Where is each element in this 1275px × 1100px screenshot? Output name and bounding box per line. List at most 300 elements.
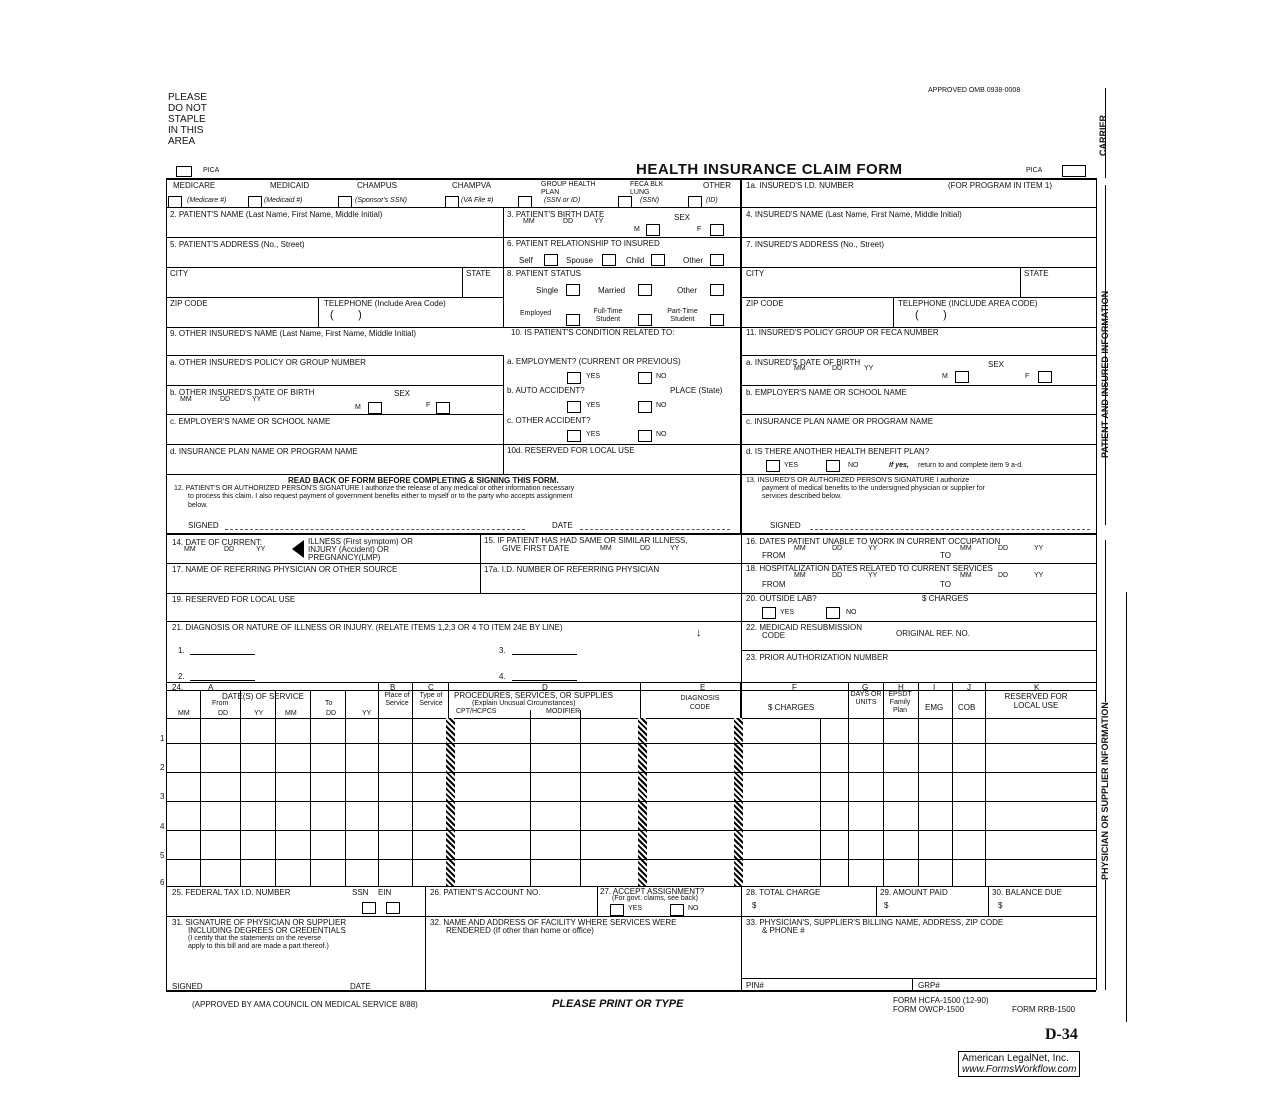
insured-sex-label: SEX [988,360,1005,369]
date-label-12: DATE [552,521,573,530]
row-num-5: 5 [160,851,165,860]
diag-2-line [190,680,255,681]
signed-label-31: SIGNED [172,982,203,991]
publisher-box [958,1051,1080,1077]
insured-city-label: CITY [746,269,765,278]
fulltime-checkbox[interactable] [638,314,652,326]
insurance-plan-label: d. INSURANCE PLAN NAME OR PROGRAM NAME [170,447,358,456]
diag-4-line [512,680,577,681]
line-267-left [166,267,503,268]
bv-988 [988,886,989,916]
omb-number: APPROVED OMB 0938-0008 [928,87,1021,94]
status-married: Married [598,286,626,295]
read-back-heading: READ BACK OF FORM BEFORE COMPLETING & SIGNING THIS FORM. [288,476,559,485]
other-dob-dd: DD [220,396,231,403]
hosp-from-dd: DD [832,572,843,579]
from-hdr: From [212,700,229,707]
medicaid-resub-code: CODE [762,631,786,640]
prior-auth-label: 23. PRIOR AUTHORIZATION NUMBER [746,653,889,662]
box1-options [173,181,215,190]
phone-label: & PHONE # [762,926,805,935]
date-current-yy: YY [256,546,266,553]
line-621 [166,621,1096,622]
relationship-label: 6. PATIENT RELATIONSHIP TO INSURED [507,239,660,248]
ifyes-label: If yes, [889,462,909,469]
hosp-from-mm: MM [794,572,806,579]
rel-child: Child [626,256,645,265]
publisher-website[interactable]: www.FormsWorkflow.com [962,1064,1077,1075]
line-690 [166,690,1096,691]
another-plan-label: d. IS THERE ANOTHER HEALTH BENEFIT PLAN? [746,447,930,456]
status-other-checkbox[interactable] [710,284,724,296]
another-plan-yes-checkbox[interactable] [766,460,780,472]
auto-no: NO [656,402,667,409]
col-f: F [792,683,797,692]
tv-918 [918,682,919,886]
reserved-local-10d: 10d. RESERVED FOR LOCAL USE [507,446,635,455]
tv-412 [412,682,413,886]
row-num-4: 4 [160,822,165,831]
line-414-right [741,414,1096,415]
signed-label-13: SIGNED [770,521,801,530]
certify-line2: apply to this bill and are made a part thereof.) [188,943,329,950]
federal-tax-label: 25. FEDERAL TAX I.D. NUMBER [172,888,291,897]
outside-lab-yes: YES [780,609,795,616]
unable-from-dd: DD [832,545,843,552]
auto-yes-checkbox[interactable] [567,401,581,413]
col-h: H [898,683,904,692]
other-accident-no-checkbox[interactable] [638,430,652,442]
unable-from-yy: YY [868,545,878,552]
other-policy-label: a. OTHER INSURED'S POLICY OR GROUP NUMBER [170,358,366,367]
auto-accident-label: b. AUTO ACCIDENT? [507,386,585,395]
sex-m: M [634,226,640,233]
insured-telephone-label: TELEPHONE (INCLUDE AREA CODE) [898,299,1038,308]
outside-lab-no-checkbox[interactable] [826,607,840,619]
for-program-label: (FOR PROGRAM IN ITEM 1) [948,181,1052,190]
hosp-to-mm: MM [960,572,972,579]
dates-service-hdr: DATE(S) OF SERVICE [222,692,304,701]
staple-line: PLEASE [168,92,207,103]
another-plan-no-checkbox[interactable] [826,460,840,472]
status-parttime: Part-Time Student [667,308,698,323]
signed-label-12: SIGNED [188,521,219,530]
line-444 [166,444,1096,445]
bv-597 [597,886,598,916]
rel-child-checkbox[interactable] [651,254,665,266]
physician-signature-label: 31. SIGNATURE OF PHYSICIAN OR SUPPLIER [172,918,347,927]
hospitalization-label: 18. HOSPITALIZATION DATES RELATED TO CURRENT SERVICES [746,564,993,573]
frame-top [166,178,1096,180]
rel-spouse-checkbox[interactable] [602,254,616,266]
authorization-line1: 12. PATIENT'S OR AUTHORIZED PERSON'S SIGNATURE I authorize the release of any medical or other information necessary [174,485,575,492]
champus-sub: (Sponsor's SSN) [355,197,407,204]
group-sub: (SSN or ID) [544,197,581,204]
unable-work-label: 16. DATES PATIENT UNABLE TO WORK IN CURRENT OCCUPATION [746,537,1001,546]
charges-hdr: $ CHARGES [768,703,815,712]
right-margin-line [1126,592,1127,1022]
ein-checkbox[interactable] [386,902,400,914]
insured-sex-m: M [942,373,948,380]
staple-line: IN THIS [168,125,204,136]
other-insured-name-label: 9. OTHER INSURED'S NAME (Last Name, First Name, Middle Initial) [170,329,417,338]
modifier-hdr: MODIFIER [546,708,581,715]
tv-378 [378,682,379,886]
patient-address-label: 5. PATIENT'S ADDRESS (No., Street) [170,240,305,249]
hdr-mm1: MM [178,710,190,717]
birth-date-label: 3. PATIENT'S BIRTH DATE [507,210,605,219]
other-sex-m: M [355,404,361,411]
col-e: E [700,683,706,692]
rendered-label: RENDERED (If other than home or office) [446,926,594,935]
insured-dob-label: a. INSURED'S DATE OF BIRTH [746,358,861,367]
sex-label: SEX [674,213,691,222]
v-480-b [480,563,481,593]
married-checkbox[interactable] [638,284,652,296]
line-533 [166,533,1096,535]
status-single: Single [536,286,559,295]
row-num-3: 3 [160,792,165,801]
outside-lab-no: NO [846,609,857,616]
status-other: Other [677,286,698,295]
rel-other: Other [683,256,704,265]
medicaid-resub-label: 22. MEDICAID RESUBMISSION [746,623,863,632]
staple-line: AREA [168,136,196,147]
form-code: D-34 [1045,1026,1078,1043]
rel-other-checkbox[interactable] [710,254,724,266]
v-318 [318,297,319,327]
employment-no-checkbox[interactable] [638,372,652,384]
other-label: OTHER [703,181,731,190]
col-i: I [933,683,936,692]
champva-label: CHAMPVA [452,181,491,190]
row-line-5 [166,859,1096,860]
employment-yes-checkbox[interactable] [567,372,581,384]
emg-hdr: EMG [925,703,944,712]
line-207 [166,207,1096,208]
accept-no: NO [688,905,699,912]
ifyes-rest: return to and complete item 9 a-d. [918,462,1024,469]
medicare-sub: (Medicare #) [187,197,227,204]
signed-line-13 [810,529,1090,530]
frame-bottom [166,990,1096,992]
line-297-left [166,297,503,298]
signed-line-12 [225,529,525,530]
row-line-4 [166,830,1096,831]
tv-848 [848,682,849,886]
other-accident-yes: YES [586,431,601,438]
insured-sex-f-checkbox[interactable] [1038,371,1052,383]
insured-dob-yy: YY [864,365,874,372]
referring-id-label: 17a. I.D. NUMBER OF REFERRING PHYSICIAN [484,565,660,574]
diag-1: 1. [178,646,185,655]
date-current-mm: MM [184,546,196,553]
govt-claims-label: (For govt. claims, see back) [612,895,698,902]
outside-lab-yes-checkbox[interactable] [762,607,776,619]
insured-telephone-paren: ( ) [915,309,947,321]
procedures-hdr: PROCEDURES, SERVICES, OR SUPPLIES [454,691,614,700]
triangle-pointer-icon [292,540,304,558]
other-accident-yes-checkbox[interactable] [567,430,581,442]
bv-425 [425,886,426,916]
authorization-line3: below. [188,502,208,509]
v-462 [462,267,463,297]
place-state-label: PLACE (State) [670,386,723,395]
place-service-hdr: Place of Service [384,692,410,707]
bv-876 [876,886,877,916]
auto-no-checkbox[interactable] [638,401,652,413]
employed-checkbox[interactable] [566,314,580,326]
patient-info-label: PATIENT AND INSURED INFORMATION [1100,290,1110,458]
staple-line: STAPLE [168,114,206,125]
insured-employer-label: b. EMPLOYER'S NAME OR SCHOOL NAME [746,388,907,397]
publisher-name: American LegalNet, Inc. [962,1053,1069,1064]
amount-paid-label: 29. AMOUNT PAID [880,888,948,897]
line-474 [166,474,1096,475]
pica-label-left: PICA [203,167,220,174]
rel-self: Self [519,256,533,265]
line-650 [741,650,1096,651]
row-num-1: 1 [160,734,165,743]
col-b: B [390,683,396,692]
insured-name-label: 4. INSURED'S NAME (Last Name, First Name, Middle Initial) [746,210,962,219]
unable-to-mm: MM [960,545,972,552]
tv-310 [310,690,311,886]
insured-auth-line3: services described below. [762,493,842,500]
champva-sub: (VA File #) [461,197,494,204]
bv-912 [912,978,913,990]
unable-to-dd: DD [998,545,1009,552]
other-dob-label: b. OTHER INSURED'S DATE OF BIRTH [170,388,315,397]
birth-dd: DD [563,218,574,225]
tv-345 [345,690,346,886]
col-a: A [208,683,214,692]
insured-zip-label: ZIP CODE [746,299,784,308]
insured-id-label: 1a. INSURED'S I.D. NUMBER [746,181,854,190]
medicare-label: MEDICARE [173,181,216,190]
birth-mm: MM [523,218,535,225]
parttime-checkbox[interactable] [710,314,724,326]
row-num-2: 2 [160,763,165,772]
employer-name-label: c. EMPLOYER'S NAME OR SCHOOL NAME [170,417,331,426]
days-units-hdr: DAYS OR UNITS [850,691,882,706]
line-916 [166,916,1096,917]
staple-note [168,92,207,147]
row-num-6: 6 [160,878,165,887]
line-355-right [741,355,1096,356]
accept-yes: YES [628,905,643,912]
employment-yes: YES [586,373,601,380]
hosp-from-label: FROM [762,580,786,589]
billing-name-label: 33. PHYSICIAN'S, SUPPLIER'S BILLING NAME, ADDRESS, ZIP CODE [746,918,1004,927]
line-237 [166,237,1096,238]
ama-approval: (APPROVED BY AMA COUNCIL ON MEDICAL SERVICE 8/88) [192,1000,418,1009]
other-sex-f-checkbox[interactable] [436,402,450,414]
first-date-label: GIVE FIRST DATE [502,544,570,553]
form-rrb: FORM RRB-1500 [1012,1005,1076,1014]
original-ref-label: ORIGINAL REF. NO. [896,629,970,638]
insured-dob-dd: DD [832,365,843,372]
condition-related-label: 10. IS PATIENT'S CONDITION RELATED TO: [511,328,675,337]
cob-hdr: COB [958,703,976,712]
total-charge-label: 28. TOTAL CHARGE [746,888,821,897]
hdr-yy1: YY [254,710,264,717]
line-978-right [741,978,1096,979]
tv-240 [240,690,241,886]
accept-no-checkbox[interactable] [670,904,684,916]
form-owcp: FORM OWCP-1500 [893,1005,965,1014]
v-503-b [503,355,504,475]
frame-left [166,178,167,990]
v-1020 [1020,267,1021,297]
diagnosis-label: 21. DIAGNOSIS OR NATURE OF ILLNESS OR INJURY. (RELATE ITEMS 1,2,3 OR 4 TO ITEM 24E BY LINE) [172,623,563,632]
tv-200 [200,690,201,886]
insured-state-label: STATE [1024,269,1049,278]
balance-due-label: 30. BALANCE DUE [992,888,1062,897]
pica-checkbox-right[interactable] [1062,165,1086,177]
sex-f: F [697,226,702,233]
procedures-sub-hdr: (Explain Unusual Circumstances) [472,700,576,707]
status-fulltime: Full-Time Student [593,308,623,323]
ssn-label: SSN [352,888,369,897]
other-dob-yy: YY [252,396,262,403]
v-480 [480,533,481,563]
line-682 [166,682,1096,683]
similar-illness-label: 15. IF PATIENT HAS HAD SAME OR SIMILAR ILLNESS, [484,536,688,545]
unable-to-label: TO [940,551,951,560]
date-label-31: DATE [350,982,371,991]
other-sex-f: F [426,402,431,409]
sex-m-checkbox[interactable] [646,224,660,236]
staple-line: DO NOT [168,103,207,114]
feca-label: FECA BLK LUNG [630,181,664,196]
certify-line1: (I certify that the statements on the reverse [188,935,322,942]
city-label: CITY [170,269,189,278]
insured-dob-mm: MM [794,365,806,372]
sex-f-checkbox[interactable] [710,224,724,236]
line-718 [166,718,1096,719]
telephone-label: TELEPHONE (Include Area Code) [324,299,446,308]
form-title: HEALTH INSURANCE CLAIM FORM [636,161,903,178]
hosp-from-yy: YY [868,572,878,579]
hdr-dd2: DD [326,710,337,717]
employment-label: a. EMPLOYMENT? (CURRENT OR PREVIOUS) [507,357,681,366]
paid-dollar: $ [884,901,889,910]
degrees-label: INCLUDING DEGREES OR CREDENTIALS [188,926,346,935]
birth-yy: YY [594,218,604,225]
col-24: 24. [172,683,184,692]
diag-3: 3. [499,646,506,655]
insured-address-label: 7. INSURED'S ADDRESS (No., Street) [746,240,885,249]
down-arrow-icon: ↓ [696,627,702,639]
epsdt-hdr: EPSDT Family Plan [888,691,912,714]
outside-lab-label: 20. OUTSIDE LAB? [746,594,817,603]
line-267-right [741,267,1096,268]
diagnosis-code-hdr: DIAGNOSIS CODE [680,695,720,711]
other-accident-no: NO [656,431,667,438]
date-line-12 [580,529,730,530]
insured-auth-line1: 13. INSURED'S OR AUTHORIZED PERSON'S SIGNATURE I authorize [746,477,970,484]
date-current-label: 14. DATE OF CURRENT: [172,538,263,547]
tv-275 [275,690,276,886]
frame-right [1096,178,1097,990]
diag-3-line [512,654,577,655]
row-line-3 [166,801,1096,802]
insured-auth-line2: payment of medical benefits to the undersigned physician or supplier for [762,485,985,492]
hdr-mm2: MM [285,710,297,717]
other-sex-label: SEX [394,389,411,398]
cpt-hdr: CPT/HCPCS [456,708,497,715]
grp-label: GRP# [918,981,940,990]
policy-group-label: 11. INSURED'S POLICY GROUP OR FECA NUMBER [746,328,939,337]
pica-label-right: PICA [1026,167,1043,174]
state-label: STATE [466,269,491,278]
tv-952 [952,682,953,886]
line-414-left [166,414,503,415]
ssn-checkbox[interactable] [362,902,376,914]
print-or-type: PLEASE PRINT OR TYPE [552,998,684,1010]
v-893 [893,297,894,327]
col-k: K [1034,683,1040,692]
facility-label: 32. NAME AND ADDRESS OF FACILITY WHERE SERVICES WERE [430,918,677,927]
rel-self-checkbox[interactable] [544,254,558,266]
line-355-left [166,355,503,356]
tv-985 [985,682,986,886]
accept-yes-checkbox[interactable] [610,904,624,916]
other-dob-mm: MM [180,396,192,403]
to-hdr: To [325,700,333,707]
feca-sub: (SSN) [640,197,660,204]
unable-from-mm: MM [794,545,806,552]
first-date-dd: DD [640,545,651,552]
champus-label: CHAMPUS [357,181,398,190]
auto-yes: YES [586,402,601,409]
insured-plan-label: c. INSURANCE PLAN NAME OR PROGRAM NAME [746,417,934,426]
diag-2: 2. [178,672,185,681]
referring-physician-label: 17. NAME OF REFERRING PHYSICIAN OR OTHER SOURCE [172,565,398,574]
unable-from-label: FROM [762,551,786,560]
type-service-hdr: Type of Service [419,692,443,707]
total-dollar: $ [752,901,757,910]
single-checkbox[interactable] [566,284,580,296]
accept-assignment-label: 27. ACCEPT ASSIGNMENT? [600,887,705,896]
rel-spouse: Spouse [566,256,594,265]
reserved-19-label: 19. RESERVED FOR LOCAL USE [172,595,296,604]
col-j: J [967,683,971,692]
ein-label: EIN [378,888,392,897]
first-date-mm: MM [600,545,612,552]
other-sex-m-checkbox[interactable] [368,402,382,414]
pregnancy-label: PREGNANCY(LMP) [308,553,381,562]
hosp-to-dd: DD [998,572,1009,579]
injury-label: INJURY (Accident) OR [308,545,390,554]
status-employed: Employed [520,310,552,317]
insured-sex-m-checkbox[interactable] [955,371,969,383]
insured-sex-f: F [1025,373,1030,380]
another-plan-yes: YES [784,462,799,469]
physician-info-label: PHYSICIAN OR SUPPLIER INFORMATION [1100,702,1110,880]
line-297-right [741,297,1096,298]
tv-883 [883,682,884,886]
pica-checkbox-left[interactable] [176,166,192,177]
col-c: C [428,683,434,692]
another-plan-no: NO [848,462,859,469]
other-sub: (ID) [706,197,718,204]
zip-label: ZIP CODE [170,299,208,308]
line-385-right [741,385,1096,386]
illness-label: ILLNESS (First symptom) OR [308,537,413,546]
col-g: G [862,683,869,692]
